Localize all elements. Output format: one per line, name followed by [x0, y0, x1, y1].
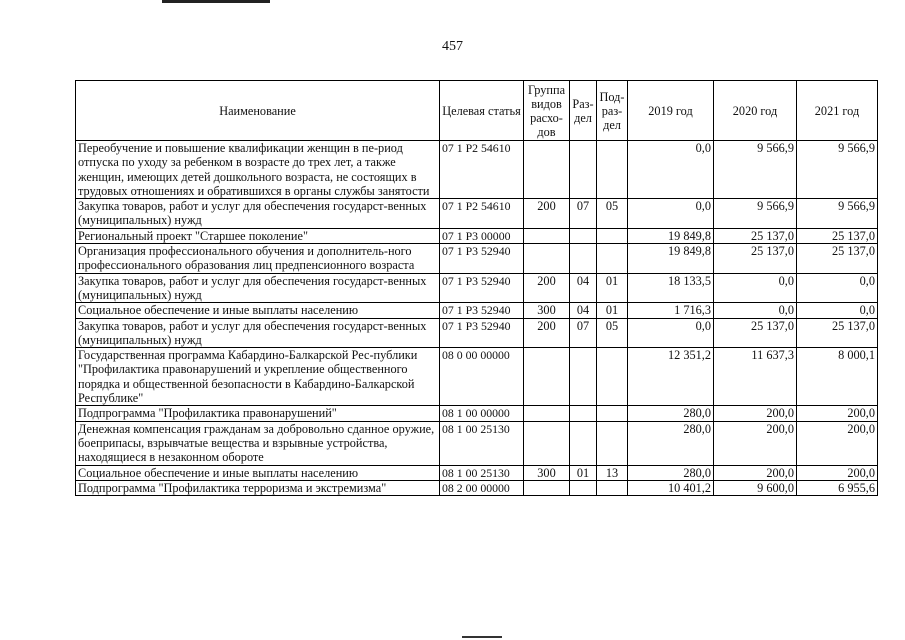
- row-2021: 200,0: [797, 406, 878, 421]
- row-expense-group: 200: [524, 273, 570, 303]
- table-row: [76, 141, 878, 199]
- row-2019: 19 849,8: [628, 244, 714, 274]
- row-2019: 0,0: [628, 318, 714, 348]
- row-target-article: 07 1 P2 54610: [440, 199, 524, 229]
- row-subsection: [597, 406, 628, 421]
- row-name: Социальное обеспечение и иные выплаты населению: [76, 303, 440, 318]
- header-target-article: Целевая статья: [440, 81, 524, 141]
- row-target-article: 07 1 P3 52940: [440, 303, 524, 318]
- row-name: Подпрограмма "Профилактика терроризма и экстремизма": [76, 480, 440, 495]
- row-name: Денежная компенсация гражданам за добровольно сданное оружие, боеприпасы, взрывчатые вещества и взрывные устройства, находящиеся в незаконном обороте: [76, 421, 440, 465]
- header-subsection: Под-раз-дел: [597, 81, 628, 141]
- table-row: [76, 228, 878, 243]
- row-target-article: 08 1 00 25130: [440, 465, 524, 480]
- row-2021: 25 137,0: [797, 228, 878, 243]
- header-section: Раз-дел: [570, 81, 597, 141]
- table-row: [76, 465, 878, 480]
- row-subsection: 01: [597, 303, 628, 318]
- row-subsection: [597, 421, 628, 465]
- row-2019: 12 351,2: [628, 348, 714, 406]
- row-section: [570, 348, 597, 406]
- row-2021: 6 955,6: [797, 480, 878, 495]
- row-2021: 0,0: [797, 303, 878, 318]
- table-row: [76, 244, 878, 274]
- row-2019: 0,0: [628, 141, 714, 199]
- row-name: Переобучение и повышение квалификации женщин в пе-риод отпуска по уходу за ребенком в возрасте до трех лет, а также женщин, имеющих детей дошкольного возраста, не состоящих в трудовых отношениях и обратившихся в органы службы занятости: [76, 141, 440, 199]
- row-target-article: 08 1 00 25130: [440, 421, 524, 465]
- row-expense-group: [524, 421, 570, 465]
- row-2019: 18 133,5: [628, 273, 714, 303]
- table-row: [76, 406, 878, 421]
- row-subsection: [597, 228, 628, 243]
- row-target-article: 07 1 P3 52940: [440, 244, 524, 274]
- table-row: [76, 199, 878, 229]
- row-target-article: 07 1 P2 54610: [440, 141, 524, 199]
- row-target-article: 07 1 P3 52940: [440, 318, 524, 348]
- row-expense-group: 300: [524, 303, 570, 318]
- row-2019: 280,0: [628, 406, 714, 421]
- row-2021: 200,0: [797, 465, 878, 480]
- row-2020: 200,0: [714, 421, 797, 465]
- row-subsection: [597, 141, 628, 199]
- row-2021: 9 566,9: [797, 141, 878, 199]
- table-row: [76, 421, 878, 465]
- row-section: 07: [570, 318, 597, 348]
- table-row: [76, 318, 878, 348]
- row-2019: 280,0: [628, 421, 714, 465]
- row-target-article: 07 1 P3 52940: [440, 273, 524, 303]
- row-2020: 9 566,9: [714, 141, 797, 199]
- row-2020: 25 137,0: [714, 318, 797, 348]
- row-section: [570, 228, 597, 243]
- header-2019: 2019 год: [628, 81, 714, 141]
- row-subsection: [597, 480, 628, 495]
- row-2020: 0,0: [714, 273, 797, 303]
- budget-table: [75, 80, 878, 496]
- row-section: 04: [570, 273, 597, 303]
- scan-artifact: [462, 636, 502, 638]
- row-name: Социальное обеспечение и иные выплаты населению: [76, 465, 440, 480]
- row-2020: 11 637,3: [714, 348, 797, 406]
- row-name: Подпрограмма "Профилактика правонарушений": [76, 406, 440, 421]
- table-row: [76, 273, 878, 303]
- row-expense-group: 300: [524, 465, 570, 480]
- table-row: [76, 348, 878, 406]
- row-name: Закупка товаров, работ и услуг для обеспечения государст-венных (муниципальных) нужд: [76, 199, 440, 229]
- row-2020: 25 137,0: [714, 244, 797, 274]
- row-2021: 9 566,9: [797, 199, 878, 229]
- row-2019: 1 716,3: [628, 303, 714, 318]
- row-target-article: 07 1 P3 00000: [440, 228, 524, 243]
- row-2020: 200,0: [714, 406, 797, 421]
- row-subsection: [597, 348, 628, 406]
- row-subsection: 13: [597, 465, 628, 480]
- row-expense-group: [524, 141, 570, 199]
- row-name: Закупка товаров, работ и услуг для обеспечения государст-венных (муниципальных) нужд: [76, 318, 440, 348]
- row-target-article: 08 2 00 00000: [440, 480, 524, 495]
- row-target-article: 08 1 00 00000: [440, 406, 524, 421]
- row-expense-group: [524, 244, 570, 274]
- row-section: 01: [570, 465, 597, 480]
- row-2021: 8 000,1: [797, 348, 878, 406]
- row-expense-group: [524, 406, 570, 421]
- row-2021: 200,0: [797, 421, 878, 465]
- header-2020: 2020 год: [714, 81, 797, 141]
- row-2019: 280,0: [628, 465, 714, 480]
- row-section: 07: [570, 199, 597, 229]
- row-section: [570, 406, 597, 421]
- row-subsection: 05: [597, 318, 628, 348]
- header-name: Наименование: [76, 81, 440, 141]
- row-2020: 200,0: [714, 465, 797, 480]
- row-subsection: 01: [597, 273, 628, 303]
- row-name: Закупка товаров, работ и услуг для обеспечения государст-венных (муниципальных) нужд: [76, 273, 440, 303]
- row-section: [570, 141, 597, 199]
- table-row: [76, 303, 878, 318]
- row-2020: 25 137,0: [714, 228, 797, 243]
- row-section: 04: [570, 303, 597, 318]
- table-header-row: [76, 81, 878, 141]
- row-2020: 0,0: [714, 303, 797, 318]
- row-2021: 25 137,0: [797, 244, 878, 274]
- row-expense-group: 200: [524, 318, 570, 348]
- page-number: 457: [442, 39, 463, 54]
- row-2019: 0,0: [628, 199, 714, 229]
- header-expense-group: Группа видов расхо-дов: [524, 81, 570, 141]
- row-2021: 0,0: [797, 273, 878, 303]
- row-name: Организация профессионального обучения и дополнитель-ного профессионального образования лиц предпенсионного возраста: [76, 244, 440, 274]
- row-2020: 9 600,0: [714, 480, 797, 495]
- row-section: [570, 480, 597, 495]
- row-expense-group: [524, 348, 570, 406]
- row-section: [570, 421, 597, 465]
- row-2021: 25 137,0: [797, 318, 878, 348]
- row-subsection: [597, 244, 628, 274]
- row-2019: 19 849,8: [628, 228, 714, 243]
- row-name: Региональный проект "Старшее поколение": [76, 228, 440, 243]
- row-section: [570, 244, 597, 274]
- row-expense-group: [524, 480, 570, 495]
- scan-artifact: [162, 0, 270, 3]
- row-target-article: 08 0 00 00000: [440, 348, 524, 406]
- row-2019: 10 401,2: [628, 480, 714, 495]
- row-2020: 9 566,9: [714, 199, 797, 229]
- row-name: Государственная программа Кабардино-Балкарской Рес-публики "Профилактика правонарушений и укрепление общественного порядка и общественной безопасности в Кабардино-Балкарской Республике": [76, 348, 440, 406]
- header-2021: 2021 год: [797, 81, 878, 141]
- row-expense-group: 200: [524, 199, 570, 229]
- row-subsection: 05: [597, 199, 628, 229]
- row-expense-group: [524, 228, 570, 243]
- table-row: [76, 480, 878, 495]
